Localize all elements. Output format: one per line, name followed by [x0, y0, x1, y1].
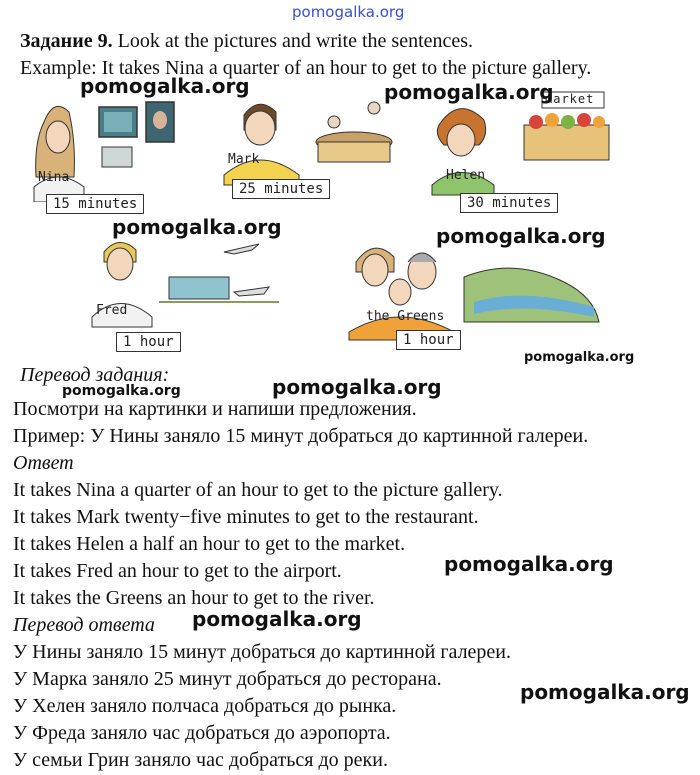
answer-translation-line: У семьи Грин заняло час добраться до реки.: [13, 749, 388, 771]
watermark: pomogalka.org: [520, 680, 690, 704]
task-example: Example: It takes Nina a quarter of an hour to get to the picture gallery.: [20, 57, 592, 79]
picture-name-greens: the Greens: [366, 309, 445, 324]
answer-line: It takes the Greens an hour to get to the river.: [13, 587, 375, 609]
nina-illustration: [24, 92, 204, 202]
task-heading: [20, 30, 473, 53]
watermark: pomogalka.org: [272, 375, 442, 399]
watermark: pomogalka.org: [112, 215, 282, 239]
translation-line: Пример: У Нины заняло 15 минут добраться до картинной галереи.: [13, 425, 589, 447]
helen-illustration: [424, 90, 614, 200]
watermark: pomogalka.org: [524, 350, 635, 365]
answer-translation-line: У Фреда заняло час добраться до аэропорта.: [13, 722, 391, 744]
picture-name-mark: Mark: [228, 152, 260, 167]
picture-name-fred: Fred: [96, 303, 128, 318]
answer-heading: Ответ: [13, 452, 74, 474]
picture-name-nina: Nina: [38, 170, 70, 185]
answer-line: It takes Fred an hour to get to the airport.: [13, 560, 342, 582]
picture-time-mark: 25 minutes: [232, 179, 330, 199]
picture-time-greens: 1 hour: [396, 330, 461, 350]
market-sign: market: [545, 92, 595, 106]
task-label: Задание 9.: [20, 30, 113, 52]
mark-illustration: [214, 90, 404, 190]
picture-name-helen: Helen: [446, 168, 486, 183]
translation-heading: Перевод задания:: [20, 364, 170, 386]
answer-translation-line: У Хелен заняло полчаса добраться до рынка.: [13, 695, 397, 717]
watermark: pomogalka.org: [192, 607, 362, 631]
answer-line: It takes Nina a quarter of an hour to get to the picture gallery.: [13, 479, 503, 501]
watermark: pomogalka.org: [444, 552, 614, 576]
picture-time-nina: 15 minutes: [46, 194, 144, 214]
answer-line: It takes Helen a half an hour to get to the market.: [13, 533, 406, 555]
answer-translation-line: У Марка заняло 25 минут добраться до ресторана.: [13, 668, 442, 690]
picture-time-helen: 30 minutes: [460, 193, 558, 213]
watermark: pomogalka.org: [384, 80, 554, 104]
answer-translation-heading: Перевод ответа: [13, 614, 155, 636]
translation-line: Посмотри на картинки и напиши предложения.: [13, 398, 417, 420]
watermark: pomogalka.org: [62, 383, 181, 399]
answer-translation-line: У Нины заняло 15 минут добраться до картинной галереи.: [13, 641, 512, 663]
answer-line: It takes Mark twenty−five minutes to get to the restaurant.: [13, 506, 479, 528]
watermark: pomogalka.org: [80, 74, 250, 98]
greens-illustration: [344, 232, 604, 342]
watermark-top: pomogalka.org: [292, 3, 405, 21]
watermark: pomogalka.org: [436, 224, 606, 248]
task-instruction: Look at the pictures and write the sentences.: [117, 30, 474, 52]
picture-time-fred: 1 hour: [116, 332, 181, 352]
